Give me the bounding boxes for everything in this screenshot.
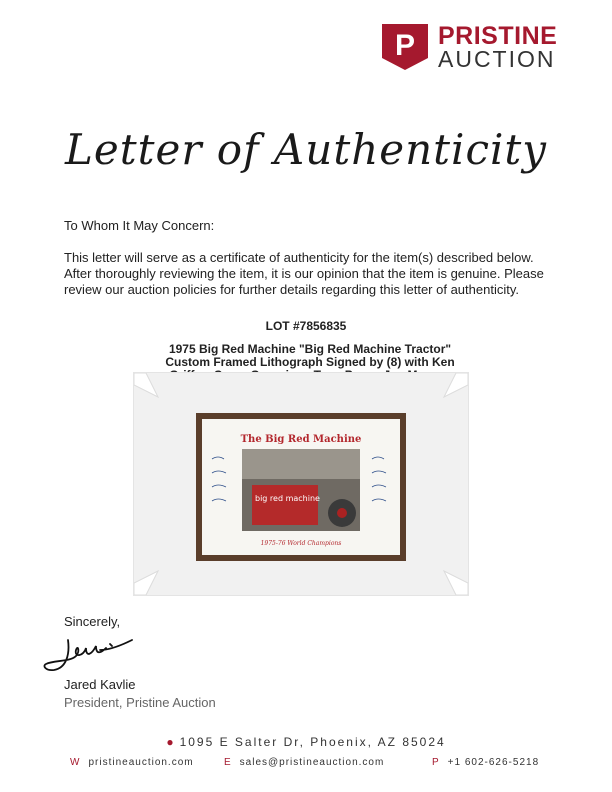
website-text: pristineauction.com [88,757,194,768]
item-description: 1975 Big Red Machine "Big Red Machine Tractor" Custom Framed Lithograph Signed by (8) with Ken [165,342,455,369]
brand-name-line1: PRISTINE [438,22,558,50]
email-key: E [224,757,232,768]
tractor-text: big red machine [255,494,320,503]
certificate-body: This letter will serve as a certificate of authenticity for the item(s) described below. After thoroughly reviewing the item, it is our opinion that the item is genuine. Please review our auction policies for further details regarding this letter of authenticity. [64,250,544,297]
address-text: 1095 E Salter Dr, Phoenix, AZ 85024 [179,735,446,749]
email-text: sales@pristineauction.com [239,757,385,768]
document-title: Letter of Authenticity [64,125,548,174]
badge-letter: P [394,29,416,62]
signer-name: Jared Kavlie [64,677,136,692]
print-header-text: The Big Red Machine [240,434,362,445]
signature-image [40,630,140,678]
salutation: To Whom It May Concern: [64,218,215,233]
footer-address [0,735,612,749]
print-caption: 1975-76 World Champions [260,540,342,547]
signoff: Sincerely, [64,614,121,629]
phone-contact [432,757,539,768]
website-key: W [70,757,81,768]
framed-lithograph-image [134,373,468,595]
lot-number: LOT #7856835 [265,319,347,333]
phone-text: +1 602-626-5218 [447,757,540,768]
website-contact [70,757,194,768]
item-photo [133,372,469,596]
signer-title: President, Pristine Auction [64,695,216,710]
logo-badge-icon [382,22,428,70]
brand-name-line2: AUCTION [438,46,556,72]
pristine-auction-logo [382,22,582,72]
email-contact [224,757,384,768]
location-pin-icon: ● [166,735,174,749]
phone-key: P [432,757,440,768]
